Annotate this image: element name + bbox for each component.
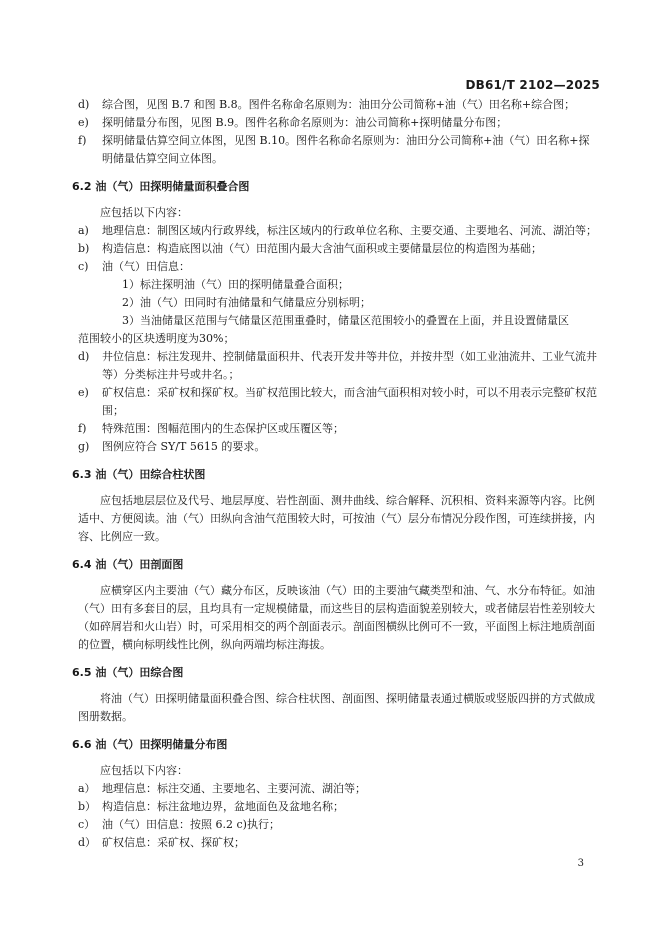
section-paragraph: 将油（气）田探明储量面积叠合图、综合柱状图、剖面图、探明储量表通过横版或竖版四拼的方式做成图册数据。 (78, 692, 595, 723)
list-text: 矿权信息：采矿权、探矿权； (102, 836, 245, 849)
list-text: 探明储量分布图，见图 B.9。图件名称命名原则为：油公司简称+探明储量分布图； (102, 116, 508, 129)
list-marker: c） (78, 818, 96, 831)
list-item (78, 798, 600, 816)
list-item (78, 348, 600, 384)
list-item (78, 240, 600, 258)
list-text: 地理信息：制图区域内行政界线，标注区域内的行政单位名称、主要交通、主要地名、河流、湖泊等； (102, 224, 597, 237)
list-item (78, 420, 600, 438)
list-item (78, 222, 600, 240)
list-marker: f) (78, 422, 87, 435)
document-body (72, 96, 600, 852)
sub-item-first-line: 3）当油储量区范围与气储量区范围重叠时，储量区范围较小的叠置在上面，并且设置储量区 (122, 314, 569, 327)
list-text: 构造信息：标注盆地边界，盆地面色及盆地名称； (102, 800, 344, 813)
list-marker: b） (78, 800, 97, 813)
list-item (78, 780, 600, 798)
section-heading-6-2: 6.2 油（气）田探明储量面积叠合图 (72, 180, 250, 193)
list-text: 图例应符合 SY/T 5615 的要求。 (102, 440, 266, 453)
standard-code: DB61/T 2102—2025 (465, 78, 600, 92)
section-heading-6-6: 6.6 油（气）田探明储量分布图 (72, 738, 228, 751)
sub-item: 2）油（气）田同时有油储量和气储量应分别标明； (122, 296, 371, 309)
list-marker: b) (78, 242, 90, 255)
list-marker: a） (78, 782, 96, 795)
list-marker: d） (78, 836, 97, 849)
list-text: 地理信息：标注交通、主要地名、主要河流、湖泊等； (102, 782, 366, 795)
list-marker: g) (78, 440, 90, 453)
list-item (78, 384, 600, 420)
section-heading-6-3: 6.3 油（气）田综合柱状图 (72, 468, 206, 481)
list-text: 探明储量估算空间立体图，见图 B.10。图件名称命名原则为：油田分公司简称+油（气）田名称+探明储量估算空间立体图。 (102, 134, 590, 165)
list-item (78, 96, 600, 114)
list-marker: d) (78, 350, 90, 363)
list-text: 井位信息：标注发现井、控制储量面积井、代表开发井等井位，并按井型（如工业油流井、工业气流井等）分类标注井号或井名。； (102, 350, 597, 381)
list-text: 构造信息：构造底图以油（气）田范围内最大含油气面积或主要储量层位的构造图为基础； (102, 242, 542, 255)
list-text: 油（气）田信息： (102, 260, 190, 273)
list-marker: f) (78, 134, 87, 147)
list-item (78, 834, 600, 852)
section-heading-6-5: 6.5 油（气）田综合图 (72, 666, 184, 679)
list-text: 矿权信息：采矿权和探矿权。当矿权范围比较大，而含油气面积相对较小时，可以不用表示完整矿权范围； (102, 386, 597, 417)
list-marker: e) (78, 116, 89, 129)
sub-item: 1）标注探明油（气）田的探明储量叠合面积； (122, 278, 349, 291)
page-number: 3 (577, 858, 584, 869)
list-marker: e) (78, 386, 89, 399)
section-intro: 应包括以下内容： (100, 206, 188, 219)
section-paragraph: 应横穿区内主要油（气）藏分布区，反映该油（气）田的主要油气藏类型和油、气、水分布特征。如油（气）田有多套目的层，且均具有一定规模储量，而这些目的层构造面貌差别较大，或者储层岩性差别较大（如碎屑岩和火山岩）时，可采用相交的两个剖面表示。剖面图横纵比例可不一致，平面图上标注地质剖面的位置，横向标明线性比例，纵向两端均标注海拔。 (78, 584, 595, 651)
section-paragraph: 应包括地层层位及代号、地层厚度、岩性剖面、测井曲线、综合解释、沉积相、资料来源等内容。比例适中、方便阅读。油（气）田纵向含油气范围较大时，可按油（气）层分布情况分段作图，可连续拼接，内容、比例应一致。 (78, 494, 595, 543)
list-text: 特殊范围：图幅范围内的生态保护区或压覆区等； (102, 422, 344, 435)
sub-item-continuation: 范围较小的区块透明度为30%； (78, 332, 235, 345)
list-text: 综合图，见图 B.7 和图 B.8。图件名称命名原则为：油田分公司简称+油（气）田名称+综合图； (102, 98, 576, 111)
list-item (78, 132, 600, 168)
section-intro: 应包括以下内容： (100, 764, 188, 777)
list-text: 油（气）田信息：按照 6.2 c)执行； (102, 818, 280, 831)
section-heading-6-4: 6.4 油（气）田剖面图 (72, 558, 184, 571)
list-item (78, 114, 600, 132)
figure-list (78, 96, 600, 168)
list-item (78, 438, 600, 456)
list-marker: d) (78, 98, 90, 111)
list-item (78, 816, 600, 834)
list-marker: a) (78, 224, 89, 237)
list-item (78, 258, 600, 276)
list-marker: c) (78, 260, 89, 273)
